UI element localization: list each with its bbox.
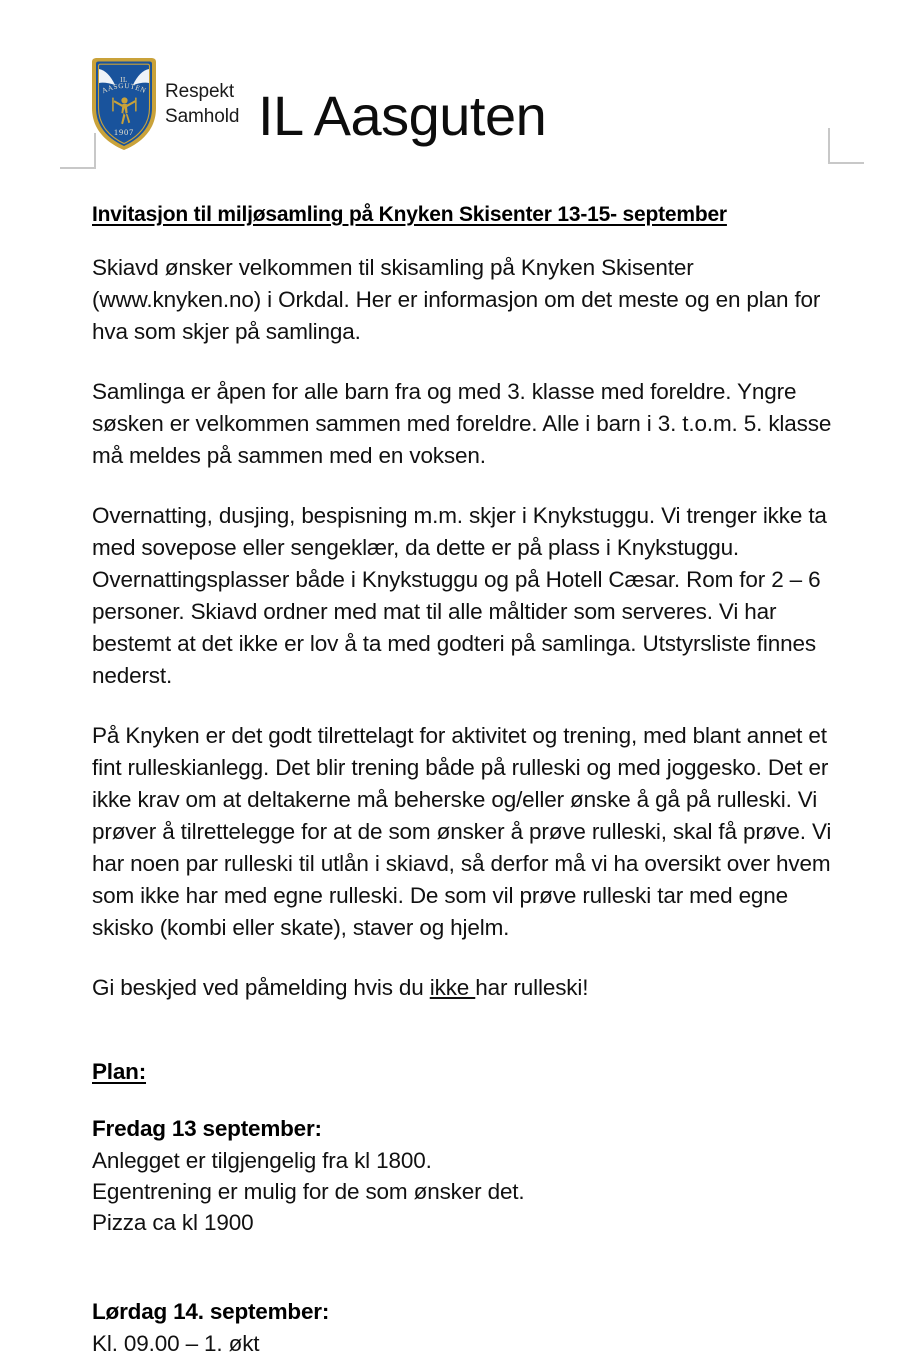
paragraph-notice: [92, 972, 852, 1004]
day-line-friday-1: Anlegget er tilgjengelig fra kl 1800.: [92, 1148, 432, 1173]
day-title-friday: Fredag 13 september:: [92, 1116, 322, 1141]
paragraph-training: På Knyken er det godt tilrettelagt for aktivitet og trening, med blant annet et fint rulleskianlegg. Det blir trening både på rulleski og med joggesko. Det er ikke krav om at deltakerne må beherske og/eller ønske å gå på rulleski. Vi prøver å tilrettelegge for at de som ønsker å prøve rulleski, skal få prøve. Vi har noen par rulleski til utlån i skiavd, så derfor må vi ha oversikt over hvem som ikke har med egne rulleski. De som vil prøve rulleski tar med egne skisko (kombi eller skate), staver og hjelm.: [92, 723, 832, 940]
svg-text:1907: 1907: [113, 127, 135, 137]
day-title-saturday: Lørdag 14. september:: [92, 1299, 330, 1324]
day-line-friday-2: Egentrening er mulig for de som ønsker det.: [92, 1179, 525, 1204]
document-header: [0, 0, 917, 168]
paragraph-intro: Skiavd ønsker velkommen til skisamling på Knyken Skisenter (www.knyken.no) i Orkdal. Her er informasjon om det meste og en plan for hva som skjer på samlinga.: [92, 255, 821, 344]
document-body: [92, 200, 852, 1359]
svg-text:IL: IL: [120, 76, 128, 84]
document-heading: [92, 200, 852, 230]
notice-emphasis: ikke: [429, 975, 476, 1000]
page-title: IL Aasguten: [258, 84, 547, 147]
svg-text:AASGUTEN: AASGUTEN: [100, 81, 148, 96]
paragraph-participation: Samlinga er åpen for alle barn fra og med 3. klasse med foreldre. Yngre søsken er velkommen sammen med foreldre. Alle i barn i 3. t.o.m. 5. klasse må meldes på sammen med en voksen.: [92, 379, 832, 468]
crop-mark-right-icon: [828, 128, 864, 164]
notice-after: har rulleski!: [475, 975, 589, 1000]
day-block-saturday: [92, 1296, 852, 1359]
day-line-saturday-1: Kl. 09.00 – 1. økt: [92, 1331, 260, 1356]
club-shield-logo: [89, 56, 159, 152]
plan-label: [92, 1056, 852, 1088]
plan-label-text: Plan:: [92, 1059, 147, 1084]
document-heading-text: Invitasjon til miljøsamling på Knyken Skisenter 13-15- september: [92, 203, 727, 226]
day-line-friday-3: Pizza ca kl 1900: [92, 1210, 254, 1235]
day-block-friday: [92, 1113, 852, 1238]
notice-before: Gi beskjed ved påmelding hvis du: [92, 975, 430, 1000]
club-motto: Respekt Samhold: [165, 81, 240, 127]
crop-mark-left-icon: [60, 133, 96, 169]
paragraph-accommodation: Overnatting, dusjing, bespisning m.m. skjer i Knykstuggu. Vi trenger ikke ta med sovepose eller sengeklær, da dette er på plass i Knykstuggu. Overnattingsplasser både i Knykstuggu og på Hotell Cæsar. Rom for 2 – 6 personer. Skiavd ordner med mat til alle måltider som serveres. Vi har bestemt at det ikke er lov å ta med godteri på samlinga. Utstyrsliste finnes nederst.: [92, 503, 827, 688]
